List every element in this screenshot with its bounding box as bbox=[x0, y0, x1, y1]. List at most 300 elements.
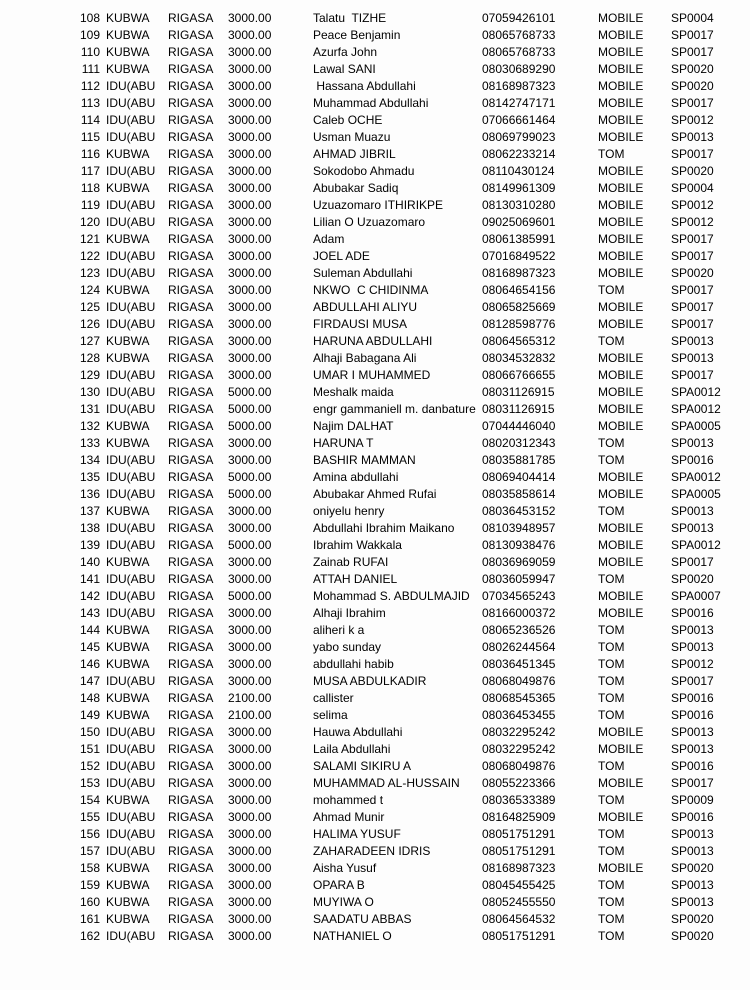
sp-code-cell: SPA0005 bbox=[671, 487, 721, 501]
line-type-cell: MOBILE bbox=[598, 555, 644, 569]
phone-cell: 07059426101 bbox=[482, 11, 556, 25]
line-type-cell: MOBILE bbox=[598, 385, 644, 399]
customer-name-cell: Aisha Yusuf bbox=[313, 861, 377, 875]
row-number-cell: 137 bbox=[79, 504, 100, 518]
row-number-cell: 150 bbox=[79, 725, 100, 739]
line-type-cell: MOBILE bbox=[598, 266, 644, 280]
phone-cell: 08052455550 bbox=[482, 895, 556, 909]
customer-name-cell: AHMAD JIBRIL bbox=[313, 147, 396, 161]
line-type-cell: MOBILE bbox=[598, 538, 644, 552]
table-row bbox=[0, 707, 750, 724]
customer-name-cell: ATTAH DANIEL bbox=[313, 572, 398, 586]
row-number-cell: 159 bbox=[79, 878, 100, 892]
sp-code-cell: SP0013 bbox=[671, 844, 714, 858]
amount-cell: 5000.00 bbox=[228, 385, 272, 399]
line-type-cell: MOBILE bbox=[598, 45, 644, 59]
line-type-cell: TOM bbox=[598, 759, 625, 773]
sp-code-cell: SP0013 bbox=[671, 504, 714, 518]
line-type-cell: TOM bbox=[598, 334, 625, 348]
phone-cell: 08065768733 bbox=[482, 28, 556, 42]
phone-cell: 08069404414 bbox=[482, 470, 556, 484]
line-type-cell: TOM bbox=[598, 827, 625, 841]
amount-cell: 3000.00 bbox=[228, 62, 272, 76]
table-row bbox=[0, 894, 750, 911]
table-row bbox=[0, 401, 750, 418]
line-type-cell: MOBILE bbox=[598, 742, 644, 756]
line-type-cell: TOM bbox=[598, 929, 625, 943]
branch-cell: RIGASA bbox=[168, 929, 214, 943]
row-number-cell: 116 bbox=[80, 147, 100, 161]
branch-cell: RIGASA bbox=[168, 147, 214, 161]
table-row bbox=[0, 10, 750, 27]
customer-name-cell: UMAR I MUHAMMED bbox=[313, 368, 431, 382]
phone-cell: 08032295242 bbox=[482, 725, 556, 739]
customer-name-cell: HARUNA T bbox=[313, 436, 374, 450]
sp-code-cell: SP0017 bbox=[671, 368, 714, 382]
line-type-cell: TOM bbox=[598, 453, 625, 467]
location-cell: IDU(ABU bbox=[106, 725, 156, 739]
line-type-cell: MOBILE bbox=[598, 419, 644, 433]
amount-cell: 3000.00 bbox=[228, 283, 272, 297]
customer-name-cell: Najim DALHAT bbox=[313, 419, 394, 433]
table-row bbox=[0, 367, 750, 384]
line-type-cell: MOBILE bbox=[598, 351, 644, 365]
sp-code-cell: SP0013 bbox=[671, 521, 714, 535]
row-number-cell: 148 bbox=[79, 691, 100, 705]
line-type-cell: TOM bbox=[598, 283, 625, 297]
amount-cell: 2100.00 bbox=[228, 691, 272, 705]
phone-cell: 09025069601 bbox=[482, 215, 556, 229]
branch-cell: RIGASA bbox=[168, 708, 214, 722]
row-number-cell: 130 bbox=[79, 385, 100, 399]
phone-cell: 08035881785 bbox=[482, 453, 556, 467]
phone-cell: 08036453455 bbox=[482, 708, 556, 722]
amount-cell: 3000.00 bbox=[228, 521, 272, 535]
line-type-cell: TOM bbox=[598, 572, 625, 586]
line-type-cell: MOBILE bbox=[598, 164, 644, 178]
table-row bbox=[0, 724, 750, 741]
branch-cell: RIGASA bbox=[168, 215, 214, 229]
branch-cell: RIGASA bbox=[168, 96, 214, 110]
branch-cell: RIGASA bbox=[168, 113, 214, 127]
branch-cell: RIGASA bbox=[168, 691, 214, 705]
row-number-cell: 131 bbox=[79, 402, 100, 416]
location-cell: IDU(ABU bbox=[106, 538, 156, 552]
location-cell: IDU(ABU bbox=[106, 79, 156, 93]
phone-cell: 08168987323 bbox=[482, 79, 556, 93]
amount-cell: 3000.00 bbox=[228, 555, 272, 569]
customer-name-cell: JOEL ADE bbox=[313, 249, 370, 263]
sp-code-cell: SPA0012 bbox=[671, 538, 721, 552]
sp-code-cell: SP0017 bbox=[671, 555, 714, 569]
sp-code-cell: SP0013 bbox=[671, 725, 714, 739]
amount-cell: 5000.00 bbox=[228, 538, 272, 552]
line-type-cell: MOBILE bbox=[598, 402, 644, 416]
customer-name-cell: Laila Abdullahi bbox=[313, 742, 391, 756]
location-cell: IDU(ABU bbox=[106, 164, 156, 178]
row-number-cell: 109 bbox=[79, 28, 100, 42]
row-number-cell: 145 bbox=[79, 640, 100, 654]
customer-name-cell: Adam bbox=[313, 232, 345, 246]
customer-name-cell: MUSA ABDULKADIR bbox=[313, 674, 427, 688]
customer-name-cell: Abubakar Sadiq bbox=[313, 181, 399, 195]
table-row bbox=[0, 418, 750, 435]
customer-name-cell: MUYIWA O bbox=[313, 895, 374, 909]
row-number-cell: 151 bbox=[79, 742, 100, 756]
branch-cell: RIGASA bbox=[168, 181, 214, 195]
sp-code-cell: SP0013 bbox=[671, 130, 714, 144]
row-number-cell: 134 bbox=[79, 453, 100, 467]
sp-code-cell: SP0017 bbox=[671, 249, 714, 263]
line-type-cell: MOBILE bbox=[598, 249, 644, 263]
branch-cell: RIGASA bbox=[168, 861, 214, 875]
row-number-cell: 155 bbox=[79, 810, 100, 824]
sp-code-cell: SP0004 bbox=[671, 11, 714, 25]
line-type-cell: MOBILE bbox=[598, 487, 644, 501]
phone-cell: 07016849522 bbox=[482, 249, 556, 263]
location-cell: KUBWA bbox=[106, 793, 150, 807]
sp-code-cell: SP0017 bbox=[671, 776, 714, 790]
phone-cell: 08168987323 bbox=[482, 861, 556, 875]
location-cell: KUBWA bbox=[106, 283, 150, 297]
sp-code-cell: SP0012 bbox=[671, 198, 714, 212]
location-cell: IDU(ABU bbox=[106, 368, 156, 382]
row-number-cell: 142 bbox=[79, 589, 100, 603]
table-row bbox=[0, 78, 750, 95]
location-cell: KUBWA bbox=[106, 623, 150, 637]
table-row bbox=[0, 469, 750, 486]
customer-name-cell: Azurfa John bbox=[313, 45, 378, 59]
location-cell: KUBWA bbox=[106, 45, 150, 59]
row-number-cell: 152 bbox=[79, 759, 100, 773]
customer-name-cell: Lilian O Uzuazomaro bbox=[313, 215, 426, 229]
customer-name-cell: FIRDAUSI MUSA bbox=[313, 317, 408, 331]
amount-cell: 3000.00 bbox=[228, 912, 272, 926]
branch-cell: RIGASA bbox=[168, 657, 214, 671]
customer-name-cell: Meshalk maida bbox=[313, 385, 394, 399]
row-number-cell: 160 bbox=[79, 895, 100, 909]
branch-cell: RIGASA bbox=[168, 351, 214, 365]
row-number-cell: 133 bbox=[79, 436, 100, 450]
row-number-cell: 161 bbox=[79, 912, 100, 926]
branch-cell: RIGASA bbox=[168, 725, 214, 739]
phone-cell: 08026244564 bbox=[482, 640, 556, 654]
sp-code-cell: SP0013 bbox=[671, 351, 714, 365]
location-cell: IDU(ABU bbox=[106, 742, 156, 756]
row-number-cell: 153 bbox=[79, 776, 100, 790]
branch-cell: RIGASA bbox=[168, 11, 214, 25]
branch-cell: RIGASA bbox=[168, 572, 214, 586]
sp-code-cell: SP0016 bbox=[671, 810, 714, 824]
line-type-cell: MOBILE bbox=[598, 861, 644, 875]
amount-cell: 3000.00 bbox=[228, 504, 272, 518]
location-cell: KUBWA bbox=[106, 28, 150, 42]
branch-cell: RIGASA bbox=[168, 878, 214, 892]
location-cell: IDU(ABU bbox=[106, 929, 156, 943]
line-type-cell: MOBILE bbox=[598, 368, 644, 382]
line-type-cell: TOM bbox=[598, 504, 625, 518]
amount-cell: 3000.00 bbox=[228, 181, 272, 195]
row-number-cell: 121 bbox=[79, 232, 100, 246]
phone-cell: 08142747171 bbox=[482, 96, 556, 110]
branch-cell: RIGASA bbox=[168, 470, 214, 484]
customer-name-cell: Ibrahim Wakkala bbox=[313, 538, 402, 552]
customer-name-cell: SALAMI SIKIRU A bbox=[313, 759, 412, 773]
row-number-cell: 140 bbox=[79, 555, 100, 569]
row-number-cell: 111 bbox=[81, 62, 100, 76]
phone-cell: 08062233214 bbox=[482, 147, 556, 161]
location-cell: IDU(ABU bbox=[106, 198, 156, 212]
line-type-cell: MOBILE bbox=[598, 470, 644, 484]
table-row bbox=[0, 758, 750, 775]
phone-cell: 08020312343 bbox=[482, 436, 556, 450]
amount-cell: 3000.00 bbox=[228, 572, 272, 586]
location-cell: KUBWA bbox=[106, 351, 150, 365]
amount-cell: 3000.00 bbox=[228, 11, 272, 25]
location-cell: IDU(ABU bbox=[106, 776, 156, 790]
table-row bbox=[0, 435, 750, 452]
line-type-cell: TOM bbox=[598, 912, 625, 926]
phone-cell: 07034565243 bbox=[482, 589, 556, 603]
customer-name-cell: Peace Benjamin bbox=[313, 28, 401, 42]
location-cell: KUBWA bbox=[106, 147, 150, 161]
phone-cell: 08036969059 bbox=[482, 555, 556, 569]
location-cell: IDU(ABU bbox=[106, 674, 156, 688]
row-number-cell: 119 bbox=[80, 198, 100, 212]
phone-cell: 08130938476 bbox=[482, 538, 556, 552]
row-number-cell: 146 bbox=[79, 657, 100, 671]
branch-cell: RIGASA bbox=[168, 895, 214, 909]
sp-code-cell: SP0013 bbox=[671, 334, 714, 348]
customer-name-cell: HALIMA YUSUF bbox=[313, 827, 401, 841]
sp-code-cell: SP0017 bbox=[671, 232, 714, 246]
line-type-cell: MOBILE bbox=[598, 606, 644, 620]
sp-code-cell: SP0004 bbox=[671, 181, 714, 195]
table-row bbox=[0, 809, 750, 826]
table-row bbox=[0, 282, 750, 299]
branch-cell: RIGASA bbox=[168, 742, 214, 756]
line-type-cell: TOM bbox=[598, 623, 625, 637]
branch-cell: RIGASA bbox=[168, 283, 214, 297]
location-cell: KUBWA bbox=[106, 895, 150, 909]
location-cell: IDU(ABU bbox=[106, 266, 156, 280]
sp-code-cell: SP0016 bbox=[671, 708, 714, 722]
location-cell: IDU(ABU bbox=[106, 606, 156, 620]
phone-cell: 08036533389 bbox=[482, 793, 556, 807]
branch-cell: RIGASA bbox=[168, 198, 214, 212]
customer-name-cell: Caleb OCHE bbox=[313, 113, 383, 127]
phone-cell: 08103948957 bbox=[482, 521, 556, 535]
table-row bbox=[0, 231, 750, 248]
subscriber-table bbox=[0, 10, 750, 945]
row-number-cell: 124 bbox=[79, 283, 100, 297]
amount-cell: 3000.00 bbox=[228, 334, 272, 348]
table-row bbox=[0, 214, 750, 231]
customer-name-cell: NKWO C CHIDINMA bbox=[313, 283, 429, 297]
row-number-cell: 135 bbox=[79, 470, 100, 484]
amount-cell: 3000.00 bbox=[228, 776, 272, 790]
amount-cell: 5000.00 bbox=[228, 419, 272, 433]
phone-cell: 08065236526 bbox=[482, 623, 556, 637]
table-row bbox=[0, 129, 750, 146]
phone-cell: 08064565312 bbox=[482, 334, 556, 348]
amount-cell: 3000.00 bbox=[228, 317, 272, 331]
location-cell: IDU(ABU bbox=[106, 130, 156, 144]
customer-name-cell: abdullahi habib bbox=[313, 657, 394, 671]
table-row bbox=[0, 673, 750, 690]
row-number-cell: 110 bbox=[80, 45, 100, 59]
line-type-cell: MOBILE bbox=[598, 181, 644, 195]
row-number-cell: 117 bbox=[80, 164, 100, 178]
table-row bbox=[0, 163, 750, 180]
customer-name-cell: Suleman Abdullahi bbox=[313, 266, 413, 280]
customer-name-cell: ABDULLAHI ALIYU bbox=[313, 300, 418, 314]
location-cell: KUBWA bbox=[106, 691, 150, 705]
branch-cell: RIGASA bbox=[168, 606, 214, 620]
line-type-cell: MOBILE bbox=[598, 28, 644, 42]
amount-cell: 3000.00 bbox=[228, 351, 272, 365]
customer-name-cell: Talatu TIZHE bbox=[313, 11, 387, 25]
location-cell: IDU(ABU bbox=[106, 113, 156, 127]
branch-cell: RIGASA bbox=[168, 317, 214, 331]
table-row bbox=[0, 843, 750, 860]
branch-cell: RIGASA bbox=[168, 385, 214, 399]
customer-name-cell: callister bbox=[313, 691, 354, 705]
phone-cell: 08149961309 bbox=[482, 181, 556, 195]
phone-cell: 08065768733 bbox=[482, 45, 556, 59]
table-row bbox=[0, 299, 750, 316]
customer-name-cell: Alhaji Babagana Ali bbox=[313, 351, 417, 365]
branch-cell: RIGASA bbox=[168, 62, 214, 76]
location-cell: KUBWA bbox=[106, 657, 150, 671]
phone-cell: 08036453152 bbox=[482, 504, 556, 518]
phone-cell: 08128598776 bbox=[482, 317, 556, 331]
table-row bbox=[0, 265, 750, 282]
line-type-cell: MOBILE bbox=[598, 810, 644, 824]
location-cell: IDU(ABU bbox=[106, 810, 156, 824]
line-type-cell: MOBILE bbox=[598, 62, 644, 76]
table-row bbox=[0, 622, 750, 639]
sp-code-cell: SP0013 bbox=[671, 436, 714, 450]
amount-cell: 3000.00 bbox=[228, 453, 272, 467]
phone-cell: 08065825669 bbox=[482, 300, 556, 314]
row-number-cell: 126 bbox=[79, 317, 100, 331]
customer-name-cell: Hauwa Abdullahi bbox=[313, 725, 403, 739]
sp-code-cell: SP0017 bbox=[671, 147, 714, 161]
sp-code-cell: SP0016 bbox=[671, 453, 714, 467]
table-row bbox=[0, 554, 750, 571]
line-type-cell: TOM bbox=[598, 895, 625, 909]
location-cell: KUBWA bbox=[106, 334, 150, 348]
location-cell: IDU(ABU bbox=[106, 827, 156, 841]
customer-name-cell: Usman Muazu bbox=[313, 130, 391, 144]
customer-name-cell: mohammed t bbox=[313, 793, 384, 807]
amount-cell: 3000.00 bbox=[228, 232, 272, 246]
customer-name-cell: Ahmad Munir bbox=[313, 810, 385, 824]
sp-code-cell: SP0020 bbox=[671, 164, 714, 178]
branch-cell: RIGASA bbox=[168, 436, 214, 450]
customer-name-cell: Alhaji Ibrahim bbox=[313, 606, 386, 620]
amount-cell: 3000.00 bbox=[228, 810, 272, 824]
phone-cell: 08055223366 bbox=[482, 776, 556, 790]
table-row bbox=[0, 146, 750, 163]
amount-cell: 3000.00 bbox=[228, 827, 272, 841]
table-row bbox=[0, 503, 750, 520]
sp-code-cell: SP0020 bbox=[671, 861, 714, 875]
location-cell: IDU(ABU bbox=[106, 470, 156, 484]
location-cell: KUBWA bbox=[106, 11, 150, 25]
location-cell: KUBWA bbox=[106, 436, 150, 450]
line-type-cell: TOM bbox=[598, 878, 625, 892]
location-cell: IDU(ABU bbox=[106, 453, 156, 467]
sp-code-cell: SP0013 bbox=[671, 640, 714, 654]
amount-cell: 3000.00 bbox=[228, 45, 272, 59]
branch-cell: RIGASA bbox=[168, 249, 214, 263]
row-number-cell: 108 bbox=[79, 11, 100, 25]
sp-code-cell: SP0013 bbox=[671, 623, 714, 637]
customer-name-cell: Amina abdullahi bbox=[313, 470, 399, 484]
location-cell: IDU(ABU bbox=[106, 759, 156, 773]
customer-name-cell: OPARA B bbox=[313, 878, 365, 892]
line-type-cell: TOM bbox=[598, 436, 625, 450]
phone-cell: 08034532832 bbox=[482, 351, 556, 365]
location-cell: IDU(ABU bbox=[106, 317, 156, 331]
line-type-cell: TOM bbox=[598, 691, 625, 705]
sp-code-cell: SP0012 bbox=[671, 657, 714, 671]
customer-name-cell: MUHAMMAD AL-HUSSAIN bbox=[313, 776, 460, 790]
table-row bbox=[0, 350, 750, 367]
phone-cell: 08068049876 bbox=[482, 759, 556, 773]
customer-name-cell: Mohammad S. ABDULMAJID bbox=[313, 589, 470, 603]
sp-code-cell: SP0020 bbox=[671, 266, 714, 280]
amount-cell: 3000.00 bbox=[228, 249, 272, 263]
table-row bbox=[0, 639, 750, 656]
phone-cell: 08130310280 bbox=[482, 198, 556, 212]
phone-cell: 08066766655 bbox=[482, 368, 556, 382]
phone-cell: 08110430124 bbox=[482, 164, 555, 178]
amount-cell: 3000.00 bbox=[228, 640, 272, 654]
phone-cell: 08051751291 bbox=[482, 844, 556, 858]
table-row bbox=[0, 520, 750, 537]
sp-code-cell: SP0013 bbox=[671, 878, 714, 892]
customer-name-cell: Abubakar Ahmed Rufai bbox=[313, 487, 437, 501]
amount-cell: 3000.00 bbox=[228, 96, 272, 110]
phone-cell: 08036451345 bbox=[482, 657, 556, 671]
branch-cell: RIGASA bbox=[168, 402, 214, 416]
sp-code-cell: SP0017 bbox=[671, 300, 714, 314]
location-cell: KUBWA bbox=[106, 878, 150, 892]
customer-name-cell: Uzuazomaro ITHIRIKPE bbox=[313, 198, 444, 212]
row-number-cell: 138 bbox=[79, 521, 100, 535]
row-number-cell: 141 bbox=[79, 572, 100, 586]
table-row bbox=[0, 605, 750, 622]
location-cell: KUBWA bbox=[106, 912, 150, 926]
table-row bbox=[0, 95, 750, 112]
branch-cell: RIGASA bbox=[168, 453, 214, 467]
amount-cell: 3000.00 bbox=[228, 793, 272, 807]
location-cell: KUBWA bbox=[106, 419, 150, 433]
sp-code-cell: SPA0012 bbox=[671, 470, 721, 484]
customer-name-cell: Hassana Abdullahi bbox=[313, 79, 416, 93]
amount-cell: 5000.00 bbox=[228, 487, 272, 501]
line-type-cell: MOBILE bbox=[598, 11, 644, 25]
location-cell: IDU(ABU bbox=[106, 215, 156, 229]
line-type-cell: MOBILE bbox=[598, 317, 644, 331]
table-row bbox=[0, 656, 750, 673]
amount-cell: 5000.00 bbox=[228, 470, 272, 484]
amount-cell: 3000.00 bbox=[228, 623, 272, 637]
amount-cell: 3000.00 bbox=[228, 147, 272, 161]
